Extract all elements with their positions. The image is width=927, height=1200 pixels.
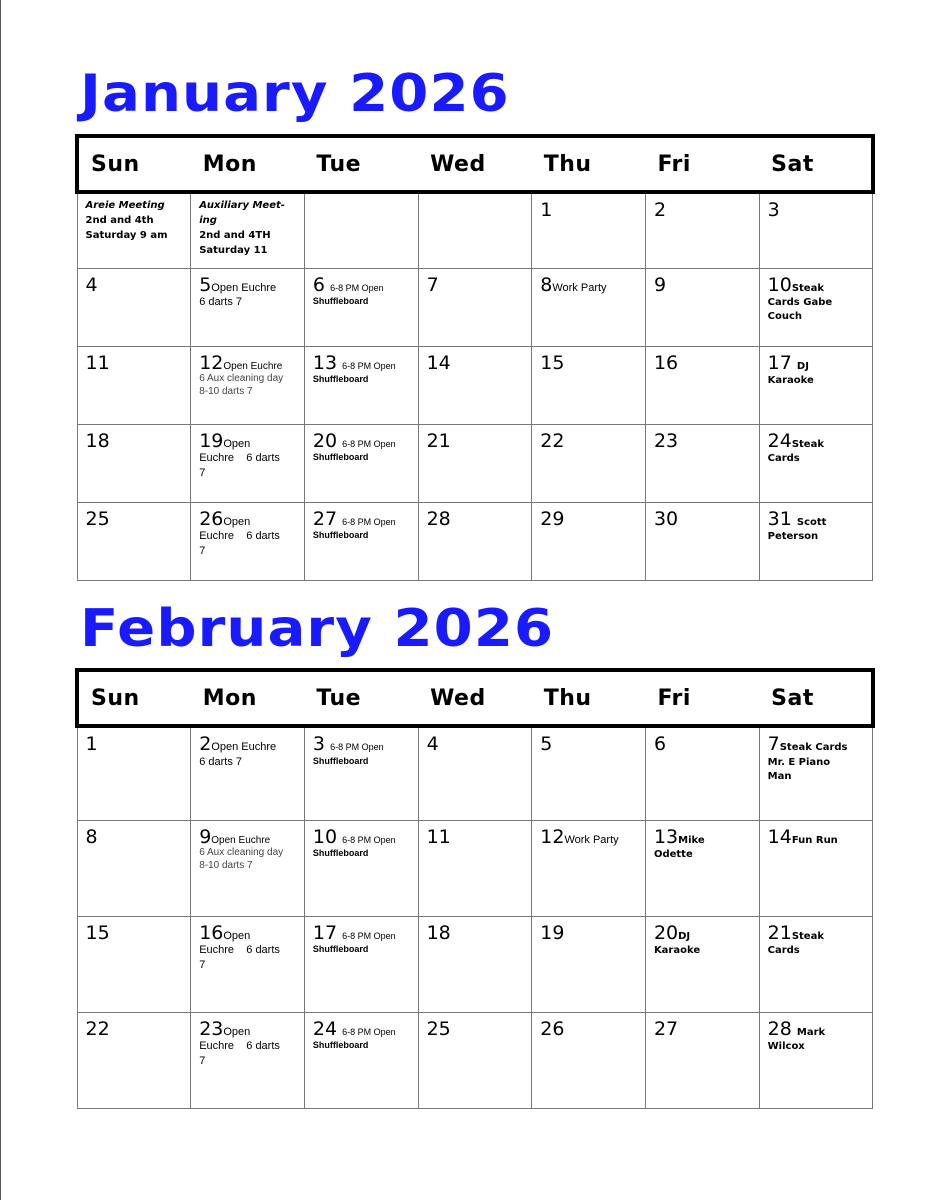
day-number: 5 bbox=[199, 273, 212, 296]
weekday-sat: Sat bbox=[759, 136, 873, 192]
day-cell[interactable] bbox=[418, 820, 532, 916]
event-text: Fun Run bbox=[791, 834, 838, 846]
day-number: 9 bbox=[653, 273, 667, 296]
month-title-february: February 2026 bbox=[80, 599, 555, 659]
day-cell[interactable] bbox=[304, 424, 418, 502]
event-text: 6 Aux cleaning day bbox=[199, 373, 284, 385]
note-line: 2nd and 4th bbox=[85, 215, 154, 226]
day-cell[interactable] bbox=[532, 502, 646, 580]
day-number: 24 bbox=[312, 1017, 338, 1040]
calendar-february bbox=[75, 668, 875, 1109]
day-number: 13 bbox=[312, 351, 338, 374]
day-number: 20 bbox=[653, 921, 679, 944]
week-row bbox=[77, 820, 873, 916]
day-cell[interactable] bbox=[645, 192, 759, 268]
day-number: 15 bbox=[85, 921, 110, 944]
day-cell[interactable] bbox=[418, 1012, 532, 1108]
day-number: 4 bbox=[426, 733, 439, 755]
note-cell-sun bbox=[77, 192, 191, 268]
day-number: 21 bbox=[767, 921, 792, 944]
event-text: Mark bbox=[796, 1026, 826, 1038]
day-cell[interactable] bbox=[77, 502, 191, 580]
day-cell[interactable] bbox=[759, 502, 873, 580]
event-text: Open Euchre bbox=[211, 741, 277, 753]
day-number: 29 bbox=[540, 507, 565, 530]
event-text: Open bbox=[223, 929, 251, 942]
event-text: Shuffleboard bbox=[312, 848, 369, 859]
day-number: 13 bbox=[653, 825, 679, 848]
event-text: Shuffleboard bbox=[312, 944, 369, 955]
event-text: Open bbox=[223, 515, 251, 528]
day-cell[interactable] bbox=[418, 346, 532, 424]
day-number: 30 bbox=[653, 507, 679, 530]
weekday-header-row bbox=[77, 136, 873, 192]
note-line: Saturday 11 bbox=[199, 245, 268, 256]
day-cell[interactable] bbox=[532, 346, 646, 424]
day-cell[interactable] bbox=[759, 268, 873, 346]
day-number: 6 bbox=[312, 273, 325, 296]
event-text: Steak Cards bbox=[779, 742, 848, 753]
day-number: 16 bbox=[653, 351, 679, 374]
day-cell[interactable] bbox=[418, 502, 532, 580]
weekday-thu: Thu bbox=[532, 670, 646, 726]
day-number: 10 bbox=[312, 825, 338, 848]
empty-day-cell bbox=[304, 192, 418, 268]
day-cell[interactable] bbox=[532, 424, 646, 502]
day-cell[interactable] bbox=[191, 1012, 305, 1108]
day-number: 5 bbox=[540, 733, 553, 755]
note-cell-mon bbox=[191, 192, 305, 268]
day-number: 8 bbox=[85, 825, 98, 848]
day-cell[interactable] bbox=[645, 268, 759, 346]
week-row bbox=[77, 346, 873, 424]
day-cell[interactable] bbox=[191, 268, 305, 346]
day-number: 26 bbox=[540, 1017, 565, 1040]
event-text: Shuffleboard bbox=[312, 296, 369, 307]
day-cell[interactable] bbox=[418, 726, 532, 820]
day-cell[interactable] bbox=[77, 820, 191, 916]
event-text: Work Party bbox=[564, 833, 619, 846]
day-number: 28 bbox=[426, 507, 451, 530]
event-text: Shuffleboard bbox=[312, 1040, 369, 1051]
event-text: 6-8 PM Open bbox=[330, 282, 384, 293]
day-cell[interactable] bbox=[645, 424, 759, 502]
day-number: 17 bbox=[312, 921, 338, 944]
day-cell[interactable] bbox=[418, 916, 532, 1012]
day-cell[interactable] bbox=[759, 1012, 873, 1108]
day-number: 9 bbox=[199, 825, 212, 848]
day-cell[interactable] bbox=[191, 726, 305, 820]
day-number: 22 bbox=[540, 429, 565, 452]
event-text: 6-8 PM Open bbox=[342, 360, 396, 371]
day-cell[interactable] bbox=[645, 726, 759, 820]
event-text: 7 bbox=[199, 1055, 206, 1068]
weekday-sun: Sun bbox=[77, 136, 191, 192]
event-text: Euchre 6 darts bbox=[199, 1040, 280, 1053]
day-number: 31 bbox=[767, 507, 792, 530]
event-text: 6-8 PM Open bbox=[342, 438, 396, 449]
day-number: 7 bbox=[767, 733, 780, 755]
day-cell[interactable] bbox=[191, 502, 305, 580]
day-cell[interactable] bbox=[759, 916, 873, 1012]
day-number: 2 bbox=[653, 199, 667, 221]
day-cell[interactable] bbox=[77, 268, 191, 346]
day-cell[interactable] bbox=[304, 346, 418, 424]
event-text: Open bbox=[223, 437, 251, 450]
weekday-fri: Fri bbox=[645, 670, 759, 726]
day-number: 25 bbox=[426, 1017, 451, 1040]
day-number: 18 bbox=[426, 921, 451, 944]
event-text: Shuffleboard bbox=[312, 755, 369, 766]
day-cell[interactable] bbox=[304, 916, 418, 1012]
day-number: 22 bbox=[85, 1017, 110, 1040]
day-cell[interactable] bbox=[759, 346, 873, 424]
event-text: Steak bbox=[791, 930, 824, 942]
day-number: 11 bbox=[85, 351, 110, 374]
day-number: 6 bbox=[653, 733, 667, 755]
weekday-fri: Fri bbox=[645, 136, 759, 192]
note-line: Auxiliary Meet- bbox=[199, 200, 285, 211]
day-number: 2 bbox=[199, 733, 212, 755]
day-number: 27 bbox=[653, 1017, 679, 1040]
day-cell[interactable] bbox=[304, 1012, 418, 1108]
day-cell[interactable] bbox=[77, 1012, 191, 1108]
event-text: Steak bbox=[791, 282, 824, 294]
day-cell[interactable] bbox=[304, 726, 418, 820]
day-cell[interactable] bbox=[191, 424, 305, 502]
page-left-border bbox=[0, 0, 1, 1200]
day-cell[interactable] bbox=[645, 1012, 759, 1108]
day-cell[interactable] bbox=[532, 916, 646, 1012]
event-text: Steak bbox=[791, 438, 824, 450]
note-line: ing bbox=[199, 215, 217, 226]
day-cell[interactable] bbox=[191, 916, 305, 1012]
event-text: Open bbox=[223, 1025, 251, 1038]
day-cell[interactable] bbox=[191, 820, 305, 916]
event-text: Open Euchre bbox=[211, 834, 271, 846]
weekday-header-row bbox=[77, 670, 873, 726]
day-number: 19 bbox=[540, 921, 565, 944]
event-text: 7 bbox=[199, 467, 206, 480]
day-number: 14 bbox=[426, 351, 451, 374]
weekday-mon: Mon bbox=[191, 670, 305, 726]
day-number: 14 bbox=[767, 825, 792, 848]
day-cell[interactable] bbox=[532, 1012, 646, 1108]
day-cell[interactable] bbox=[532, 820, 646, 916]
event-text: Odette bbox=[653, 849, 693, 861]
event-text: Cards Gabe bbox=[767, 297, 833, 309]
day-number: 17 bbox=[767, 351, 792, 374]
day-number: 23 bbox=[199, 1017, 224, 1040]
day-cell[interactable] bbox=[304, 820, 418, 916]
day-cell[interactable] bbox=[532, 268, 646, 346]
day-cell[interactable] bbox=[77, 346, 191, 424]
note-line: Saturday 9 am bbox=[85, 230, 168, 241]
event-text: Shuffleboard bbox=[312, 452, 369, 463]
event-text: Couch bbox=[767, 311, 802, 323]
note-line: Areie Meeting bbox=[85, 200, 165, 211]
weekday-sun: Sun bbox=[77, 670, 191, 726]
event-text: Shuffleboard bbox=[312, 374, 369, 385]
day-cell[interactable] bbox=[759, 424, 873, 502]
day-cell[interactable] bbox=[759, 820, 873, 916]
day-number: 10 bbox=[767, 273, 792, 296]
day-number: 12 bbox=[199, 351, 224, 374]
day-number: 28 bbox=[767, 1017, 792, 1040]
event-text: Work Party bbox=[552, 281, 607, 294]
day-number: 8 bbox=[540, 273, 553, 296]
week-row bbox=[77, 268, 873, 346]
day-number: 3 bbox=[767, 199, 780, 221]
event-text: 7 bbox=[199, 959, 206, 972]
event-text: 6-8 PM Open bbox=[342, 1026, 396, 1037]
event-text: Mike bbox=[678, 834, 705, 846]
week-row bbox=[77, 1012, 873, 1108]
day-cell[interactable] bbox=[645, 820, 759, 916]
week-row bbox=[77, 192, 873, 268]
week-row bbox=[77, 424, 873, 502]
event-text: 6-8 PM Open bbox=[342, 834, 396, 845]
weekday-wed: Wed bbox=[418, 136, 532, 192]
day-number: 20 bbox=[312, 429, 338, 452]
day-number: 1 bbox=[85, 733, 98, 755]
day-number: 25 bbox=[85, 507, 110, 530]
empty-day-cell bbox=[418, 192, 532, 268]
event-text: Cards bbox=[767, 945, 800, 957]
day-number: 18 bbox=[85, 429, 110, 452]
event-text: Man bbox=[767, 770, 792, 782]
day-cell[interactable] bbox=[304, 502, 418, 580]
day-number: 1 bbox=[540, 199, 553, 221]
event-text: Open Euchre bbox=[223, 360, 283, 372]
event-text: Mr. E Piano bbox=[767, 756, 831, 768]
week-row bbox=[77, 726, 873, 820]
event-text: 7 bbox=[199, 545, 206, 558]
event-text: 6 darts 7 bbox=[199, 296, 242, 309]
day-number: 11 bbox=[426, 825, 451, 848]
day-cell[interactable] bbox=[191, 346, 305, 424]
event-text: Karaoke bbox=[653, 945, 701, 957]
day-cell[interactable] bbox=[532, 192, 646, 268]
day-cell[interactable] bbox=[77, 916, 191, 1012]
event-text: Karaoke bbox=[767, 375, 814, 387]
day-cell[interactable] bbox=[532, 726, 646, 820]
weekday-sat: Sat bbox=[759, 670, 873, 726]
event-text: DJ bbox=[678, 930, 691, 942]
event-text: 8-10 darts 7 bbox=[199, 385, 253, 397]
event-text: 6 Aux cleaning day bbox=[199, 847, 284, 859]
day-cell[interactable] bbox=[645, 502, 759, 580]
day-number: 3 bbox=[312, 733, 325, 755]
event-text: DJ bbox=[796, 360, 809, 372]
weekday-tue: Tue bbox=[304, 670, 418, 726]
day-number: 12 bbox=[540, 825, 565, 848]
event-text: 6-8 PM Open bbox=[342, 930, 396, 941]
calendar-january bbox=[75, 134, 875, 581]
event-text: 6-8 PM Open bbox=[342, 516, 396, 527]
event-text: Cards bbox=[767, 453, 800, 465]
month-title-january: January 2026 bbox=[80, 64, 510, 124]
day-cell[interactable] bbox=[645, 346, 759, 424]
weekday-tue: Tue bbox=[304, 136, 418, 192]
day-cell[interactable] bbox=[418, 424, 532, 502]
day-number: 7 bbox=[426, 273, 439, 296]
event-text: Peterson bbox=[767, 531, 819, 543]
event-text: Shuffleboard bbox=[312, 530, 369, 541]
day-number: 24 bbox=[767, 429, 792, 452]
day-number: 23 bbox=[653, 429, 679, 452]
weekday-mon: Mon bbox=[191, 136, 305, 192]
weekday-wed: Wed bbox=[418, 670, 532, 726]
note-line: 2nd and 4TH bbox=[199, 230, 271, 241]
day-cell[interactable] bbox=[418, 268, 532, 346]
day-cell[interactable] bbox=[645, 916, 759, 1012]
event-text: 6 darts 7 bbox=[199, 755, 242, 768]
day-cell[interactable] bbox=[304, 268, 418, 346]
day-number: 26 bbox=[199, 507, 224, 530]
weekday-thu: Thu bbox=[532, 136, 646, 192]
day-cell[interactable] bbox=[759, 192, 873, 268]
event-text: Open Euchre bbox=[211, 281, 277, 294]
day-number: 21 bbox=[426, 429, 451, 452]
day-cell[interactable] bbox=[77, 726, 191, 820]
event-text: 6-8 PM Open bbox=[330, 742, 384, 752]
day-number: 15 bbox=[540, 351, 565, 374]
day-number: 27 bbox=[312, 507, 338, 530]
day-cell[interactable] bbox=[77, 424, 191, 502]
week-row bbox=[77, 916, 873, 1012]
event-text: Wilcox bbox=[767, 1041, 805, 1053]
day-cell[interactable] bbox=[759, 726, 873, 820]
day-number: 4 bbox=[85, 273, 98, 296]
event-text: Scott bbox=[796, 516, 827, 528]
event-text: Euchre 6 darts bbox=[199, 452, 280, 465]
event-text: Euchre 6 darts bbox=[199, 944, 280, 957]
event-text: Euchre 6 darts bbox=[199, 530, 280, 543]
event-text: 8-10 darts 7 bbox=[199, 859, 253, 871]
day-number: 19 bbox=[199, 429, 224, 452]
day-number: 16 bbox=[199, 921, 224, 944]
week-row bbox=[77, 502, 873, 580]
